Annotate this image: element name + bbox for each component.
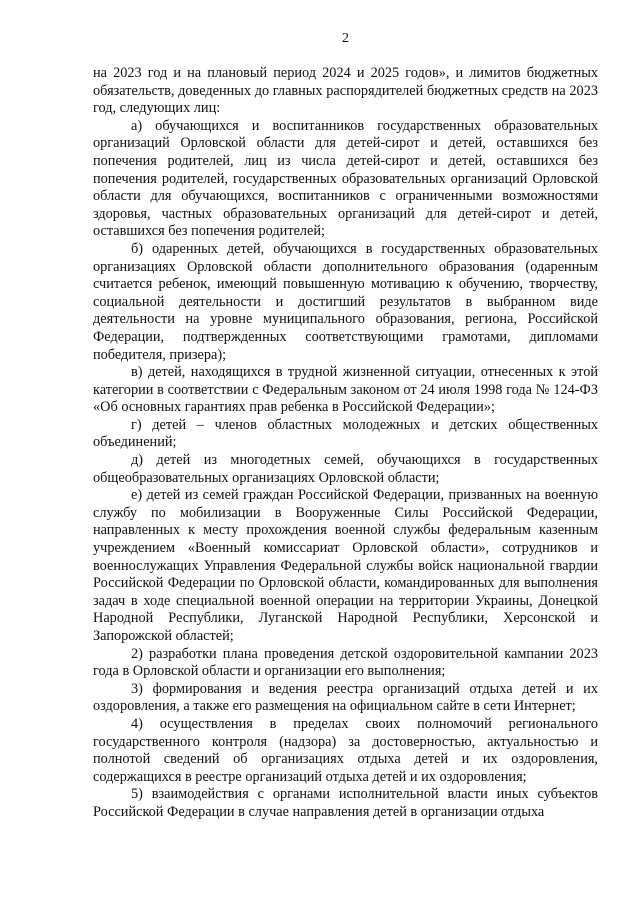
paragraph-7: е) детей из семей граждан Российской Федерации, призванных на военную службу по мобилизации в Вооруженные Силы Российской Федерации, направленных к месту прохождения военной службы федеральным казенным учреждением «Военный комиссариат Орловской области», сотрудников и военнослужащих Управления Федеральной службы войск национальной гвардии Российской Федерации по Орловской области, командированных для выполнения задач в ходе специальной военной операции на территории Украины, Донецкой Народной Республики, Луганской Народной Республики, Херсонской и Запорожской областей; [93, 487, 598, 644]
page-number: 2 [342, 31, 349, 46]
paragraph-9: 3) формирования и ведения реестра организаций отдыха детей и их оздоровления, а также его размещения на официальном сайте в сети Интернет; [93, 680, 598, 715]
document-body [93, 65, 598, 822]
paragraph-4: в) детей, находящихся в трудной жизненной ситуации, отнесенных к этой категории в соответствии с Федеральным законом от 24 июля 1998 года № 124-ФЗ «Об основных гарантиях прав ребенка в Российской Федерации»; [93, 364, 598, 416]
paragraph-3: б) одаренных детей, обучающихся в государственных образовательных организациях Орловской области дополнительного образования (одаренным считается ребенок, имеющий повышенную мотивацию к обучению, творчеству, социальной деятельности и достигший результатов в выбранном виде деятельности на уровне муниципального образования, региона, Российской Федерации, подтвержденных соответствующими грамотами, дипломами победителя, призера); [93, 240, 598, 363]
paragraph-1: на 2023 год и на плановый период 2024 и 2025 годов», и лимитов бюджетных обязательств, доведенных до главных распорядителей бюджетных средств на 2023 год, следующих лиц: [93, 65, 598, 117]
paragraph-11: 5) взаимодействия с органами исполнительной власти иных субъектов Российской Федерации в случае направления детей в организации отдыха [93, 786, 598, 820]
paragraph-5: г) детей – членов областных молодежных и детских общественных объединений; [93, 416, 598, 451]
paragraph-2: а) обучающихся и воспитанников государственных образовательных организаций Орловской области для детей-сирот и детей, оставшихся без попечения родителей, лиц из числа детей-сирот и детей, оставшихся без попечения родителей, государственных образовательных организаций Орловской области для обучающихся, воспитанников с ограниченными возможностями здоровья, частных образовательных организаций для детей-сирот и детей, оставшихся без попечения родителей; [93, 117, 598, 240]
paragraph-8: 2) разработки плана проведения детской оздоровительной кампании 2023 года в Орловской области и организации его выполнения; [93, 645, 598, 680]
paragraph-10: 4) осуществления в пределах своих полномочий регионального государственного контроля (надзора) за достоверностью, актуальностью и полнотой сведений об организациях отдыха детей и их оздоровления, содержащихся в реестре организаций отдыха детей и их оздоровления; [93, 715, 598, 785]
paragraph-6: д) детей из многодетных семей, обучающихся в государственных общеобразовательных организациях Орловской области; [93, 452, 598, 486]
